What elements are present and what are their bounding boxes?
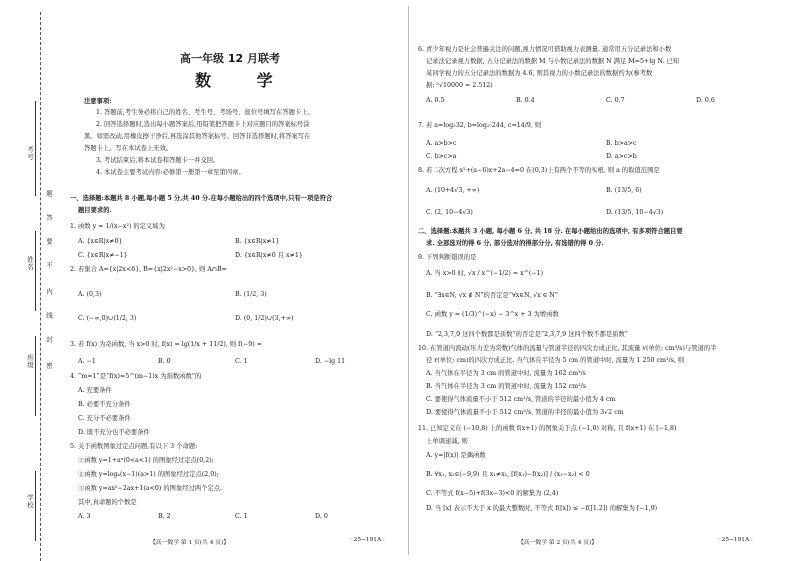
question-5-option-c: C. 1 [235,513,248,520]
notice-heading: 注意事项: [84,98,112,105]
question-9-stem: 9. 下列判断错误的是 [418,254,477,261]
exam-title: 高一年级 12 月联考 [180,52,280,65]
page-1 [70,0,400,561]
strip-label-school: 学校 [26,494,34,509]
question-10-option-c: C. 要使得气体流量不小于 512 cm³/s, 管道的半径的最小值为 4 cm [426,396,616,403]
binding-strip [5,6,65,555]
question-6-option-c: C. 0.7 [606,97,625,104]
question-5-stem: 5. 关于函数图象过定点问题,有以下 3 个命题: [70,443,198,450]
seal-dashed-line [40,12,41,561]
notice-line: 4. 本试卷主要考试内容:必修第一册第一章至第四章。 [96,169,245,176]
section-1-heading-cont: 题目要求的. [78,207,112,214]
question-3-option-d: D. −lg 11 [315,358,346,365]
question-7-option-b: B. b>a>c [606,140,637,147]
question-4-option-d: D. 既不充分也不必要条件 [78,429,150,436]
page-1-code: · 25−191A · [350,537,385,543]
section-2-heading-cont: 求. 全部选对的得 6 分, 部分选对的得部分分, 有选错的得 0 分. [426,240,604,247]
question-8-option-a: A. (10+4√3, +∞) [426,187,480,194]
question-5-option-b: B. 2 [158,513,171,520]
question-6-option-a: A. 0.5 [426,97,445,104]
question-6-line: 据: ⁵√10000 ≈ 2.512) [426,82,493,89]
section-1-heading: 一、选择题:本题共 8 小题,每小题 5 分,共 40 分.在每小题给出的四个选项中,只有一项是符合 [70,195,333,202]
school-underline [35,471,36,541]
question-6-line: 某同学视力的五分记录法的数据为 4.6, 则其视力的小数记录法的数据约为(参考数 [426,70,653,77]
question-5-ask: 其中,真命题的个数是 [78,499,137,506]
question-5-proposition-1: ①函数 y=1+aˣ(0<a<1) 的图象经过定点(0,2); [78,457,214,464]
strip-label-name: 姓名 [26,256,34,271]
page-1-footer: 【高一数学 第 1 页(共 4 页)】 [150,540,230,546]
notice-line: 3. 考试结束后,将本试卷和答题卡一并交回。 [96,157,220,164]
question-3-option-c: C. 1 [235,358,248,365]
seal-char: 线 [45,312,53,320]
question-2-option-d: D. (0, 1/2)∪(3,+∞) [235,315,294,322]
page-2-footer: 【高一数学 第 2 页(共 4 页)】 [518,540,598,546]
page-2 [418,0,790,561]
question-5-proposition-2: ②函数 y=logₐ(x−1)(a>1) 的图象经过定点(2,0); [78,471,219,478]
question-3-option-b: B. 0 [158,358,171,365]
notice-line: 1. 答题前,考生务必将自己的姓名、考生号、考场号、座位号填写在答题卡上。 [96,109,314,116]
question-4-stem: 4. “m=1”是“f(x)=5^(m−1)x 为指数函数”的 [70,373,202,380]
question-3-stem: 3. 若 f(x) 为奇函数, 当 x>0 时, f(x) = lg(1/x + 11/2), 则 f(−9) = [70,341,262,348]
question-6-option-b: B. 0.4 [516,97,535,104]
question-11-option-c: C. 不等式 f(x−5)+f(3x−3)<0 的解集为 (2,4) [426,490,559,497]
seal-char: 答 [45,214,53,222]
question-5-option-a: A. 3 [78,513,91,520]
notice-line: 2. 回答选择题时,选出每小题答案后,用铅笔把答题卡上对应题目的答案标号涂 [96,121,310,128]
question-10-option-d: D. 要使得气体流量不小于 512 cm³/s, 管道的半径的最小值为 3√2 cm [426,409,624,416]
question-9-option-a: A. 当 x>0 时, √x / x^(−1/2) = x^(−1) [426,270,544,277]
page-2-code: · 25−191A · [718,537,753,543]
strip-label-class: 班级 [26,354,34,369]
question-5-option-d: D. 0 [315,513,328,520]
question-10-option-a: A. 当气体在半径为 3 cm 的管道中时, 流量为 162 cm³/s [426,370,586,377]
subject-title: 数 学 [195,71,293,90]
seal-char: 密 [45,362,53,370]
seal-char: 题 [45,190,53,198]
question-4-option-a: A. 充要条件 [78,387,112,394]
seal-char: 内 [45,288,53,296]
question-4-option-c: C. 充分不必要条件 [78,415,131,422]
question-11-line: 上单调递减, 则 [426,438,468,445]
question-1-option-c: C. {x∈R|x≠−1} [78,252,128,259]
question-2-option-a: A. (0,3) [78,291,102,298]
question-2-option-c: C. (−∞,0)∪(1/2, 3) [78,315,137,322]
question-11-line: 11. 已知定义在 (−10,8) 上的函数 f(x+1) 的图象关于点 (−1,0) 对称, 且 f(x+1) 在 [−1,8) [418,425,677,432]
exam-number-underline [35,101,36,196]
question-1-option-b: B. {x∈R|x≠1} [235,238,280,245]
question-6-line: 记录法记录视力数据, 五分记录法的数据 M 与小数记录法的数据 N 满足 M=5+lg N. 已知 [426,58,680,65]
question-7-option-c: C. b>c>a [426,153,457,160]
question-7-option-a: A. a>b>c [426,140,457,147]
question-1-option-d: D. {x∈R|x≠0 且 x≠1} [235,252,303,259]
question-11-option-a: A. y=|f(x)| 是偶函数 [426,452,486,459]
question-8-stem: 8. 若二次方程 x²+(a−6)x+2a−4=0 在(0,3)上有两个不等的实根, 则 a 的取值范围是 [418,167,660,174]
question-9-option-b: B. “∃x∈N, √x ∉ N”的否定是“∀x∈N, √x ∈ N” [426,292,559,299]
question-10-line: 10. 在管道内流动(压力差为常数)气体的流量与管道半径的四次方成正比, 其流量 v(单位: cm³/s)与管道的半 [418,345,717,352]
question-10-option-b: B. 当气体在半径为 3 cm 的管道中时, 流量为 152 cm³/s [426,383,586,390]
question-6-line: 6. 青少年视力是社会普遍关注的问题,视力情况可借助视力表测量. 通常用五分记录法和小数 [418,46,672,53]
question-2-stem: 2. 若集合 A={x|2x<6}, B={x|2x²−x>0}, 则 A∩B= [70,266,228,273]
question-1-stem: 1. 函数 y = 1/(x−x²) 的定义域为 [70,223,165,230]
question-11-option-d: D. 当 [x] 表示不大于 x 的最大整数时, 不等式 f([x]) ≤ −f([1.2]) 的解集为 [−1,9) [426,505,658,512]
question-1-option-a: A. {x∈R|x≠0} [78,238,123,245]
question-3-option-a: A. −1 [78,358,96,365]
section-2-heading: 二、选择题:本题共 3 小题, 每小题 6 分, 共 18 分. 在每小题给出的选项中, 有多项符合题目要 [418,228,683,235]
question-10-line: 径 r(单位: cm)的四次方成正比. 当气体在半径为 5 cm 的管道中时, 流量为 1 250 cm³/s, 则 [426,357,685,364]
question-9-option-c: C. 函数 y = (1/3)^(−x) − 3^x + 3 为增函数 [426,311,559,318]
question-9-option-d: D. “2,3,7,9 这四个数都是质数”的否定是“2,3,7,9 这四个数不都是质数” [426,331,629,338]
notice-line: 黑。如需改动,用橡皮擦干净后,再选涂其他答案标号。回答非选择题时,将答案写在 [84,133,311,140]
question-2-option-b: B. (1/2, 3) [235,291,267,298]
question-8-option-d: D. (13/5, 10−4√3) [606,209,664,216]
class-underline [35,336,36,416]
question-7-option-d: D. a>c>b [606,153,637,160]
question-6-option-d: D. 0.6 [696,97,715,104]
page-divider [408,6,409,555]
question-4-option-b: B. 必要不充分条件 [78,401,131,408]
seal-char: 不 [45,262,53,270]
question-11-option-b: B. ∀x₁, x₂∈(−9,9) 且 x₁≠x₂, [f(x₁)−f(x₂)] / (x₁−x₂) < 0 [426,471,590,478]
notice-line: 答题卡上。写在本试卷上无效。 [84,145,173,152]
question-8-option-c: C. (2, 10−4√3) [426,209,473,216]
strip-label-exam-number: 考号 [26,146,34,161]
seal-char: 要 [45,238,53,246]
question-8-option-b: B. (13/5, 6) [606,187,642,194]
question-7-stem: 7. 若 a=log₃32, b=log₂₇244, c=14/9, 则 [418,122,542,129]
name-underline [35,231,36,311]
seal-char: 封 [45,336,53,344]
question-5-proposition-3: ③函数 y=ax²−2ax+1(a<0) 的图象经过两个定点. [78,485,223,492]
